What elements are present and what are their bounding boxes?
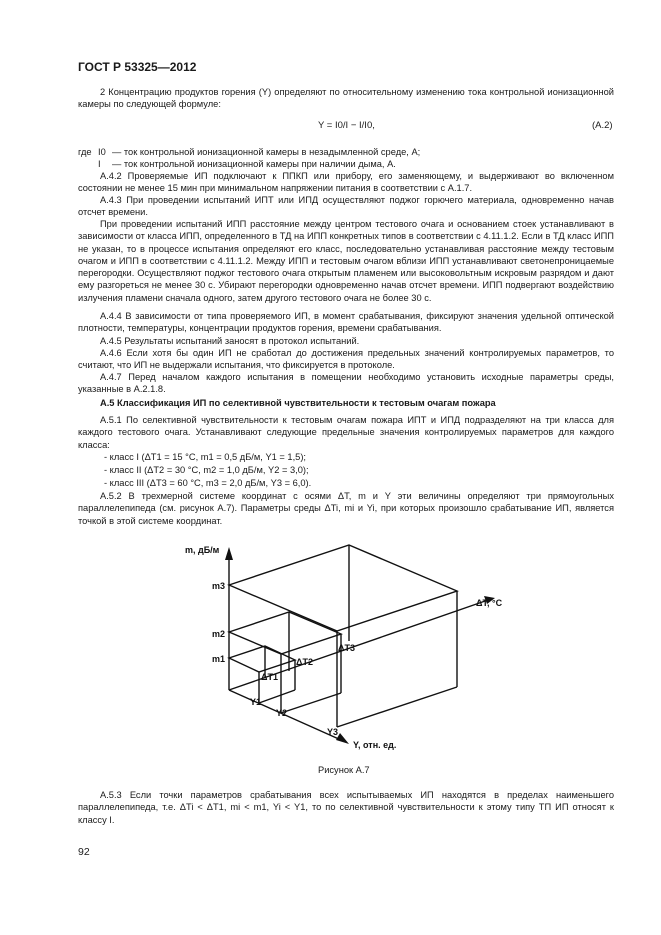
paragraph-ipp: При проведении испытаний ИПП расстояние между центром тестового очага и основанием стоек устанавливают в зависимости от класса ИПП, определенного в ТД на ИПП конкретных типов в соответствии с 4.11.1.2. Если в ТД класс ИПП не указан, то в процессе испытания определяют его класс, последовательно устанавливая расстояние между тестовым очагом и ИПП в соответствии с 4.11.1.2. Между ИПП и тестовым очагом вблизи ИПП устанавливают светонепроницаемые перегородки. Осуществляют поджог тестового очага открытым пламенем или высоковольтным искровым разрядом и дают ему разгореться не менее 30 с. Убирают перегородки одновременно начав отсчет времени. ИПП подвергают воздействию излучения пламени сначала одного, затем другого тестового очага не более 30 с.	[78, 219, 614, 303]
m3-label: m3	[212, 581, 226, 591]
standard-header: ГОСТ Р 53325—2012	[78, 60, 197, 74]
where-label: где	[78, 147, 92, 157]
axis-m-label: m, дБ/м	[185, 545, 220, 555]
m1-label: m1	[212, 654, 226, 664]
class-1-item: - класс I (ΔT1 = 15 °С, m1 = 0,5 дБ/м, Y1 = 1,5);	[104, 452, 307, 462]
box3-top	[229, 545, 457, 631]
paragraph-a46: А.4.6 Если хотя бы один ИП не сработал до достижения предельных значений контролируемых параметров, то считают, что ИП не выдержали испытания, что фиксируется в протоколе.	[78, 348, 614, 371]
where-i0-definition: — ток контрольной ионизационной камеры в незадымленной среде, А;	[112, 147, 421, 157]
m-axis-arrow	[225, 547, 233, 560]
paragraph-a44: А.4.4 В зависимости от типа проверяемого ИП, в момент срабатывания, фиксируют значения удельной оптической плотности, температуры, концентрации продуктов горения, времени срабатывания.	[78, 311, 614, 334]
paragraph-a53: А.5.3 Если точки параметров срабатывания всех испытываемых ИП находятся в пределах наименьшего параллелепипеда, т.е. ΔTi < ΔT1, mi < m1, Yi < Y1, то по селективной чувствительности к этому типу ТП ИП относят к классу I.	[78, 790, 614, 825]
axis-y-label: Y, отн. ед.	[353, 740, 397, 750]
t2-label: ΔT2	[296, 657, 313, 667]
section-a5-title: А.5 Классификация ИП по селективной чувствительности к тестовым очагам пожара	[100, 398, 496, 408]
where-i-symbol: I	[98, 159, 101, 169]
t3-label: ΔT3	[338, 643, 355, 653]
where-i0-symbol: I0	[98, 147, 106, 157]
where-i-definition: — ток контрольной ионизационной камеры при наличии дыма, А.	[112, 159, 396, 169]
paragraph-a43: А.4.3 При проведении испытаний ИПТ или ИПД осуществляют поджог горючего материала, одновременно начав отсчет времени.	[78, 195, 614, 218]
paragraph-a2-intro: 2 Концентрацию продуктов горения (Y) определяют по относительному изменению тока контрольной ионизационной камеры по следующей формуле:	[78, 87, 614, 110]
paragraph-a51: А.5.1 По селективной чувствительности к тестовым очагам пожара ИПТ и ИПД подразделяют на три класса для каждого тестового очага. Устанавливают следующие предельные значения контролируемых параметров для каждого класса:	[78, 415, 614, 450]
class-3-item: - класс III (ΔT3 = 60 °С, m3 = 2,0 дБ/м, Y3 = 6,0).	[104, 478, 312, 488]
paragraph-a52: А.5.2 В трехмерной системе координат с осями ΔT, m и Y эти величины определяют три прямоугольных параллелепипеда (см. рисунок А.7). Параметры среды ΔTi, mi и Yi, при которых произошло срабатывание ИП, является точкой в этой системе координат.	[78, 491, 614, 526]
page-number: 92	[78, 846, 90, 858]
formula-number: (А.2)	[592, 120, 613, 131]
axis-t-label: ΔT, °C	[476, 598, 503, 608]
formula-a2: Y = I0/I − I/I0,	[318, 120, 375, 131]
y3-label: Y3	[327, 727, 339, 737]
paragraph-a47: А.4.7 Перед началом каждого испытания в помещении необходимо установить исходные параметры среды, указанные в А.2.1.8.	[78, 372, 614, 395]
box1-top	[229, 646, 295, 672]
figure-caption: Рисунок А.7	[318, 765, 370, 775]
y1-label: Y1	[250, 697, 262, 707]
y2-label: Y2	[276, 708, 288, 718]
box2-top	[229, 612, 341, 654]
paragraph-a45: А.4.5 Результаты испытаний заносят в протокол испытаний.	[100, 336, 360, 346]
class-2-item: - класс II (ΔT2 = 30 °С, m2 = 1,0 дБ/м, Y2 = 3,0);	[104, 465, 309, 475]
paragraph-a42: А.4.2 Проверяемые ИП подключают к ППКП или прибору, его заменяющему, и выдерживают во включенном состоянии не менее 15 мин при минимальном напряжении питания в соответствии с А.1.7.	[78, 171, 614, 194]
m2-label: m2	[212, 629, 226, 639]
t1-label: ΔT1	[261, 672, 278, 682]
